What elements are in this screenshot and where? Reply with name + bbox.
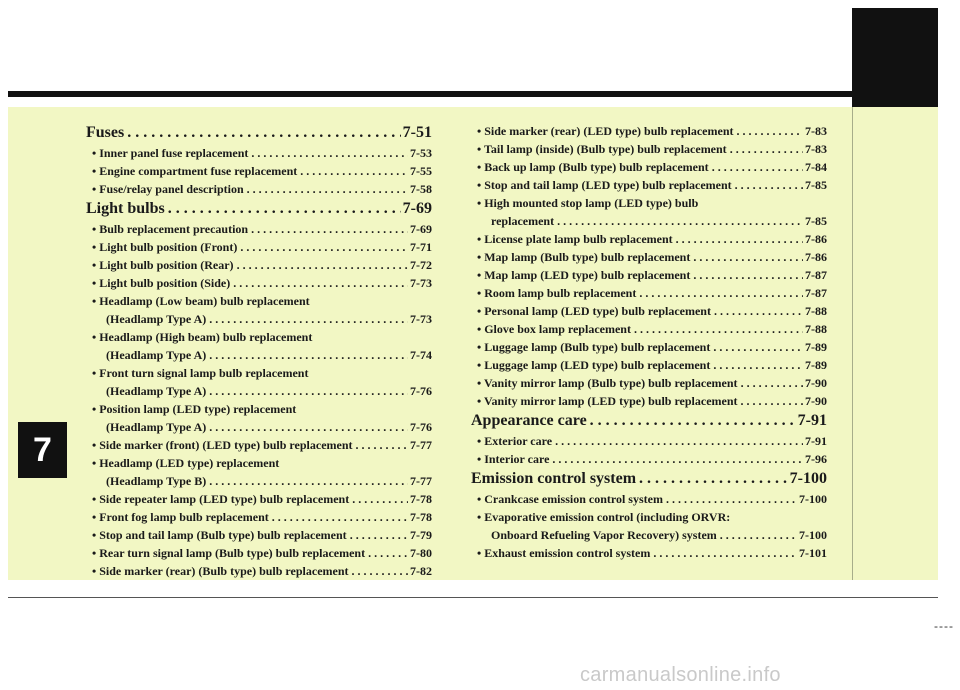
toc-entry-title: • High mounted stop lamp (LED type) bulb — [477, 196, 699, 210]
dot-leader — [234, 256, 408, 274]
toc-page-number: 7-100 — [799, 528, 827, 542]
dot-leader — [717, 526, 797, 544]
dot-leader — [244, 180, 408, 198]
toc-entry[interactable] — [86, 382, 432, 400]
toc-entry-title: • Headlamp (Low beam) bulb replacement — [92, 294, 310, 308]
toc-entry[interactable] — [86, 400, 432, 418]
toc-entry[interactable] — [86, 274, 432, 292]
toc-entry[interactable] — [86, 238, 432, 256]
toc-page-number: 7-88 — [805, 304, 827, 318]
toc-entry-title: • Engine compartment fuse replacement — [92, 164, 298, 178]
toc-entry[interactable] — [471, 158, 827, 176]
dot-leader — [206, 310, 408, 328]
dot-leader — [650, 544, 797, 562]
toc-entry-title: (Headlamp Type A) — [106, 384, 207, 398]
toc-entry-title: • Stop and tail lamp (LED type) bulb replacement — [477, 178, 732, 192]
dot-leader — [711, 302, 803, 320]
dot-leader — [690, 266, 803, 284]
dot-leader — [690, 248, 803, 266]
toc-page-number: 7-73 — [410, 312, 432, 326]
toc-entry[interactable] — [471, 432, 827, 450]
toc-entry-title: • Side repeater lamp (LED type) bulb replacement — [92, 492, 350, 506]
toc-entry-title: (Headlamp Type A) — [106, 312, 207, 326]
toc-entry-title: • Glove box lamp replacement — [477, 322, 631, 336]
dot-leader — [636, 469, 788, 489]
dot-leader — [710, 356, 803, 374]
toc-page-number: 7-90 — [805, 394, 827, 408]
dot-leader — [587, 411, 796, 431]
toc-entry-title: • Side marker (rear) (Bulb type) bulb replacement — [92, 564, 349, 578]
site-watermark: carmanualsonline.info — [580, 664, 781, 686]
toc-entry-title: Onboard Refueling Vapor Recovery) system — [491, 528, 717, 542]
toc-page-number: 7-85 — [805, 214, 827, 228]
toc-entry[interactable] — [86, 346, 432, 364]
toc-page-number: 7-100 — [789, 470, 827, 487]
toc-entry[interactable] — [471, 266, 827, 284]
toc-page-number: 7-89 — [805, 358, 827, 372]
toc-entry-title: • Light bulb position (Side) — [92, 276, 231, 290]
dot-leader — [206, 472, 408, 490]
dot-leader — [734, 122, 804, 140]
dot-leader — [631, 320, 803, 338]
chapter-number-badge: 7 — [18, 422, 67, 478]
toc-entry[interactable] — [471, 284, 827, 302]
dot-leader — [673, 230, 803, 248]
toc-page-number: 7-77 — [410, 474, 432, 488]
dot-leader — [663, 490, 797, 508]
toc-page-number: 7-78 — [410, 492, 432, 506]
toc-entry-title: (Headlamp Type A) — [106, 420, 207, 434]
toc-entry[interactable] — [471, 526, 827, 544]
toc-entry[interactable] — [86, 310, 432, 328]
toc-entry-title: • Fuse/relay panel description — [92, 182, 244, 196]
toc-entry-title: • Crankcase emission control system — [477, 492, 663, 506]
toc-entry-title: • Luggage lamp (LED type) bulb replacement — [477, 358, 711, 372]
toc-page-number: 7-51 — [402, 124, 432, 141]
toc-entry-title: • Inner panel fuse replacement — [92, 146, 249, 160]
toc-section-heading[interactable] — [471, 469, 827, 489]
dot-leader — [732, 176, 803, 194]
toc-entry-title: • Bulb replacement precaution — [92, 222, 249, 236]
header-rule — [8, 91, 852, 97]
dot-leader — [206, 346, 408, 364]
toc-entry[interactable] — [86, 256, 432, 274]
dot-leader — [248, 144, 408, 162]
toc-page-number: 7-58 — [410, 182, 432, 196]
toc-page-number: 7-73 — [410, 276, 432, 290]
toc-page-number: 7-69 — [410, 222, 432, 236]
toc-page-number: 7-84 — [805, 160, 827, 174]
dot-leader — [738, 374, 803, 392]
toc-entry[interactable] — [471, 490, 827, 508]
toc-page-number: 7-86 — [805, 250, 827, 264]
toc-entry[interactable] — [86, 454, 432, 472]
toc-entry-title: • Luggage lamp (Bulb type) bulb replacement — [477, 340, 711, 354]
toc-entry[interactable] — [471, 248, 827, 266]
toc-entry[interactable] — [471, 450, 827, 468]
toc-section-heading[interactable] — [86, 199, 432, 219]
toc-entry-title: • Exhaust emission control system — [477, 546, 651, 560]
toc-page-number: 7-71 — [410, 240, 432, 254]
toc-page-number: 7-72 — [410, 258, 432, 272]
chapter-tab-block — [852, 8, 938, 109]
toc-entry-title: • Front fog lamp bulb replacement — [92, 510, 269, 524]
toc-page-number: 7-91 — [797, 412, 827, 429]
toc-page-number: 7-83 — [805, 142, 827, 156]
toc-entry-title: • Personal lamp (LED type) bulb replacement — [477, 304, 711, 318]
dot-leader — [269, 508, 408, 526]
toc-page-number: 7-78 — [410, 510, 432, 524]
toc-right-column — [471, 122, 827, 562]
toc-page-number: 7-79 — [410, 528, 432, 542]
dot-leader — [237, 238, 408, 256]
footer-rule — [8, 597, 938, 598]
toc-entry-title: • Headlamp (LED type) replacement — [92, 456, 280, 470]
toc-page-number: 7-87 — [805, 286, 827, 300]
toc-page-number: 7-76 — [410, 420, 432, 434]
toc-entry[interactable] — [86, 472, 432, 490]
toc-page-number: 7-88 — [805, 322, 827, 336]
toc-entry[interactable] — [471, 212, 827, 230]
toc-entry[interactable] — [471, 122, 827, 140]
toc-entry-title: (Headlamp Type B) — [106, 474, 207, 488]
dot-leader — [347, 526, 408, 544]
dot-leader — [353, 436, 408, 454]
toc-page-number: 7-90 — [805, 376, 827, 390]
toc-entry[interactable] — [86, 220, 432, 238]
toc-entry-title: • Rear turn signal lamp (Bulb type) bulb replacement — [92, 546, 366, 560]
dot-leader — [165, 199, 401, 219]
toc-section-heading[interactable] — [86, 123, 432, 143]
page-marker: ---- — [934, 619, 954, 633]
toc-entry-title: • Map lamp (LED type) bulb replacement — [477, 268, 691, 282]
toc-entry-title: • Position lamp (LED type) replacement — [92, 402, 297, 416]
toc-entry[interactable] — [471, 230, 827, 248]
dot-leader — [124, 123, 400, 143]
toc-entry[interactable] — [471, 356, 827, 374]
dot-leader — [230, 274, 408, 292]
toc-entry-title: • Side marker (rear) (LED type) bulb replacement — [477, 124, 734, 138]
dot-leader — [206, 418, 408, 436]
toc-entry-title: Appearance care — [471, 412, 587, 429]
dot-leader — [297, 162, 408, 180]
toc-entry[interactable] — [86, 526, 432, 544]
toc-entry[interactable] — [86, 436, 432, 454]
toc-entry[interactable] — [86, 144, 432, 162]
toc-page-number: 7-77 — [410, 438, 432, 452]
toc-entry-title: • Vanity mirror lamp (LED type) bulb replacement — [477, 394, 738, 408]
toc-entry[interactable] — [86, 562, 432, 580]
dot-leader — [552, 432, 803, 450]
toc-page-number: 7-82 — [410, 564, 432, 578]
toc-entry[interactable] — [471, 544, 827, 562]
toc-entry[interactable] — [471, 392, 827, 410]
toc-page-number: 7-85 — [805, 178, 827, 192]
toc-entry[interactable] — [471, 338, 827, 356]
toc-entry-title: • Stop and tail lamp (Bulb type) bulb replacement — [92, 528, 347, 542]
toc-page-number: 7-83 — [805, 124, 827, 138]
toc-entry-title: • Map lamp (Bulb type) bulb replacement — [477, 250, 691, 264]
toc-entry-title: Light bulbs — [86, 200, 165, 217]
toc-entry[interactable] — [471, 176, 827, 194]
dot-leader — [349, 490, 408, 508]
toc-entry[interactable] — [86, 364, 432, 382]
toc-entry[interactable] — [471, 374, 827, 392]
dot-leader — [549, 450, 803, 468]
dot-leader — [349, 562, 408, 580]
toc-entry-title: • Tail lamp (inside) (Bulb type) bulb replacement — [477, 142, 727, 156]
margin-divider — [852, 107, 853, 580]
toc-page-number: 7-76 — [410, 384, 432, 398]
toc-section-heading[interactable] — [471, 411, 827, 431]
toc-page-number: 7-53 — [410, 146, 432, 160]
toc-entry[interactable] — [471, 140, 827, 158]
toc-entry[interactable] — [86, 544, 432, 562]
toc-left-column — [86, 122, 432, 580]
dot-leader — [709, 158, 803, 176]
toc-entry[interactable] — [471, 508, 827, 526]
toc-page-number: 7-87 — [805, 268, 827, 282]
toc-entry-title: • Room lamp bulb replacement — [477, 286, 637, 300]
toc-entry-title: • Interior care — [477, 452, 550, 466]
toc-entry[interactable] — [86, 508, 432, 526]
dot-leader — [727, 140, 803, 158]
toc-entry-title: Emission control system — [471, 470, 637, 487]
toc-page-number: 7-55 — [410, 164, 432, 178]
toc-entry[interactable] — [86, 490, 432, 508]
toc-page-number: 7-74 — [410, 348, 432, 362]
dot-leader — [365, 544, 408, 562]
dot-leader — [554, 212, 803, 230]
toc-entry-title: • Light bulb position (Rear) — [92, 258, 234, 272]
toc-page-number: 7-86 — [805, 232, 827, 246]
dot-leader — [710, 338, 803, 356]
toc-entry-title: • Light bulb position (Front) — [92, 240, 238, 254]
toc-entry[interactable] — [86, 418, 432, 436]
toc-entry-title: replacement — [491, 214, 555, 228]
toc-entry[interactable] — [86, 328, 432, 346]
toc-page-number: 7-101 — [799, 546, 827, 560]
toc-entry[interactable] — [86, 180, 432, 198]
toc-page-number: 7-100 — [799, 492, 827, 506]
toc-entry[interactable] — [86, 162, 432, 180]
dot-leader — [636, 284, 803, 302]
toc-entry-title: (Headlamp Type A) — [106, 348, 207, 362]
toc-entry-title: • Evaporative emission control (including ORVR: — [477, 510, 731, 524]
toc-entry-title: • Vanity mirror lamp (Bulb type) bulb replacement — [477, 376, 738, 390]
toc-page-number: 7-69 — [402, 200, 432, 217]
toc-entry-title: • Back up lamp (Bulb type) bulb replacement — [477, 160, 709, 174]
toc-entry-title: • Headlamp (High beam) bulb replacement — [92, 330, 313, 344]
toc-entry-title: • Side marker (front) (LED type) bulb replacement — [92, 438, 353, 452]
toc-page-number: 7-89 — [805, 340, 827, 354]
toc-entry-title: • Exterior care — [477, 434, 553, 448]
toc-entry-title: • License plate lamp bulb replacement — [477, 232, 673, 246]
toc-entry[interactable] — [471, 302, 827, 320]
dot-leader — [248, 220, 408, 238]
toc-page-number: 7-91 — [805, 434, 827, 448]
dot-leader — [206, 382, 408, 400]
toc-entry[interactable] — [471, 194, 827, 212]
toc-entry[interactable] — [471, 320, 827, 338]
toc-page-number: 7-96 — [805, 452, 827, 466]
toc-entry[interactable] — [86, 292, 432, 310]
dot-leader — [738, 392, 803, 410]
toc-page-number: 7-80 — [410, 546, 432, 560]
toc-entry-title: • Front turn signal lamp bulb replacement — [92, 366, 309, 380]
toc-entry-title: Fuses — [86, 124, 125, 141]
